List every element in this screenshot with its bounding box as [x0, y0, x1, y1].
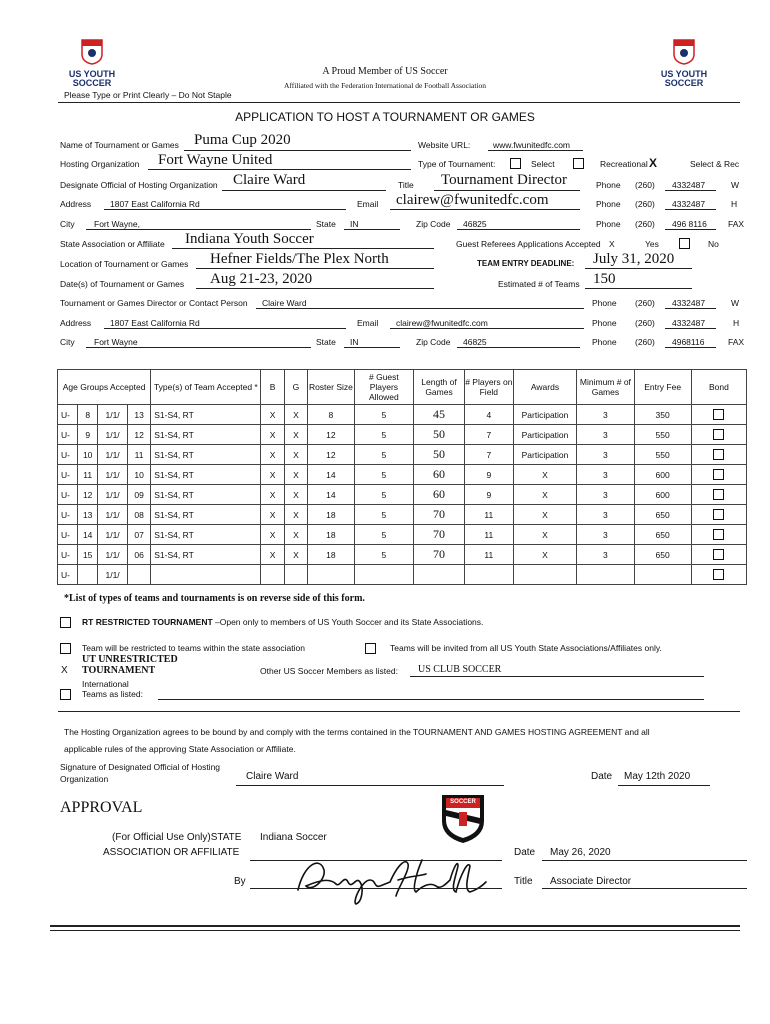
awards-cell[interactable]: X: [513, 525, 577, 545]
minimum-games-cell[interactable]: 3: [577, 405, 634, 425]
age-value-cell[interactable]: 8: [78, 405, 98, 425]
entry-fee-cell[interactable]: 350: [634, 405, 691, 425]
entry-fee-cell[interactable]: 550: [634, 425, 691, 445]
label-director: Tournament or Games Director or Contact Person: [60, 298, 248, 308]
tournament-name-value[interactable]: Puma Cup 2020: [194, 132, 291, 148]
birth-date-cell[interactable]: 1/1/: [98, 425, 128, 445]
label-zip: Zip Code: [416, 219, 451, 229]
sig-label-line2: Organization: [60, 774, 109, 784]
approval-date-label: Date: [514, 847, 536, 858]
age-prefix-cell[interactable]: U-: [58, 545, 78, 565]
label-dir-email: Email: [357, 318, 379, 328]
team-types-cell[interactable]: [151, 565, 261, 585]
birth-date-cell[interactable]: 1/1/: [98, 545, 128, 565]
label-est-teams: Estimated # of Teams: [498, 279, 580, 289]
area-code: (260): [635, 219, 655, 229]
dir-state-value[interactable]: IN: [350, 337, 359, 347]
invited-all-label: Teams will be invited from all US Youth State Associations/Affiliates only.: [390, 643, 662, 653]
birth-date-cell[interactable]: 1/1/: [98, 465, 128, 485]
entry-fee-cell[interactable]: 650: [634, 505, 691, 525]
birth-year-cell[interactable]: [127, 565, 150, 585]
boys-mark-cell[interactable]: X: [261, 485, 284, 505]
roster-size-cell[interactable]: 18: [308, 545, 355, 565]
birth-date-cell[interactable]: 1/1/: [98, 505, 128, 525]
label-email: Email: [357, 199, 379, 209]
state-value[interactable]: IN: [350, 219, 359, 229]
entry-fee-cell[interactable]: [634, 565, 691, 585]
label-w: W: [731, 298, 740, 308]
age-prefix-cell[interactable]: U-: [58, 525, 78, 545]
players-on-field-cell[interactable]: [464, 565, 513, 585]
agreement-line1: The Hosting Organization agrees to be bound by and comply with the terms contained in the TOURNAMENT AND GAMES HOSTING AGREEMENT and all: [64, 727, 650, 737]
official-use-line2: ASSOCIATION OR AFFILIATE: [103, 847, 240, 858]
logo-text-line1: US YOUTH: [660, 69, 708, 79]
approval-heading: APPROVAL: [60, 799, 143, 816]
guest-players-cell[interactable]: 5: [354, 525, 413, 545]
birth-date-cell[interactable]: 1/1/: [98, 485, 128, 505]
label-dir-state: State: [316, 337, 336, 347]
roster-size-cell[interactable]: 18: [308, 525, 355, 545]
official-name-value[interactable]: Claire Ward: [233, 172, 306, 188]
age-prefix-cell[interactable]: U-: [58, 465, 78, 485]
label-dir-address: Address: [60, 318, 92, 328]
age-value-cell[interactable]: 11: [78, 465, 98, 485]
roster-size-cell[interactable]: 14: [308, 465, 355, 485]
team-types-cell[interactable]: S1-S4, RT: [151, 505, 261, 525]
official-title-value[interactable]: Tournament Director: [441, 172, 567, 188]
label-city: City: [60, 219, 75, 229]
bond-cell: [691, 565, 746, 585]
bond-cell: [691, 405, 746, 425]
birth-year-cell[interactable]: 08: [127, 505, 150, 525]
girls-mark-cell[interactable]: X: [284, 445, 307, 465]
girls-mark-cell[interactable]: X: [284, 465, 307, 485]
table-row: [58, 425, 747, 445]
referees-yes-mark[interactable]: X: [609, 239, 615, 249]
guest-players-cell[interactable]: 5: [354, 545, 413, 565]
international-checkbox[interactable]: [60, 689, 71, 700]
label-h: H: [733, 318, 740, 328]
entry-fee-cell[interactable]: 650: [634, 545, 691, 565]
girls-mark-cell[interactable]: [284, 565, 307, 585]
form-title: APPLICATION TO HOST A TOURNAMENT OR GAMES: [235, 110, 535, 124]
table-row: [58, 505, 747, 525]
game-length-cell[interactable]: [414, 565, 465, 585]
game-length-cell[interactable]: 70: [414, 545, 465, 565]
other-members-value[interactable]: US CLUB SOCCER: [418, 664, 502, 675]
header-age-groups: Age Groups Accepted: [58, 370, 151, 405]
girls-mark-cell[interactable]: X: [284, 485, 307, 505]
zip-value[interactable]: 46825: [463, 219, 487, 229]
roster-size-cell[interactable]: [308, 565, 355, 585]
birth-year-cell[interactable]: 13: [127, 405, 150, 425]
minimum-games-cell[interactable]: 3: [577, 465, 634, 485]
address-value[interactable]: 1807 East California Rd: [110, 199, 200, 209]
member-line: A Proud Member of US Soccer: [322, 66, 448, 77]
dir-zip-value[interactable]: 46825: [463, 337, 487, 347]
roster-size-cell[interactable]: 12: [308, 445, 355, 465]
label-fax: FAX: [728, 337, 745, 347]
age-value-cell[interactable]: 12: [78, 485, 98, 505]
label-phone-fax: Phone: [596, 219, 621, 229]
table-row: [58, 405, 747, 425]
age-value-cell[interactable]: 14: [78, 525, 98, 545]
boys-mark-cell[interactable]: X: [261, 505, 284, 525]
approval-assoc-value[interactable]: Indiana Soccer: [260, 832, 327, 843]
indiana-soccer-badge: [436, 792, 490, 844]
roster-size-cell[interactable]: 18: [308, 505, 355, 525]
phone-w-value[interactable]: 4332487: [672, 180, 706, 190]
dates-value[interactable]: Aug 21-23, 2020: [210, 271, 313, 287]
bond-checkbox[interactable]: [713, 529, 724, 540]
bond-cell: [691, 445, 746, 465]
ut-line2: TOURNAMENT: [82, 665, 156, 676]
game-length-cell[interactable]: 70: [414, 505, 465, 525]
awards-cell[interactable]: Participation: [513, 445, 577, 465]
girls-mark-cell[interactable]: X: [284, 545, 307, 565]
girls-mark-cell[interactable]: X: [284, 425, 307, 445]
location-value[interactable]: Hefner Fields/The Plex North: [210, 251, 389, 267]
birth-year-cell[interactable]: 09: [127, 485, 150, 505]
header-minimum: Minimum # of Games: [577, 370, 634, 405]
birth-year-cell[interactable]: 12: [127, 425, 150, 445]
table-footnote: *List of types of teams and tournaments is on reverse side of this form.: [64, 593, 365, 604]
game-length-cell[interactable]: 60: [414, 485, 465, 505]
label-tournament-name: Name of Tournament or Games: [60, 140, 179, 150]
birth-year-cell[interactable]: 06: [127, 545, 150, 565]
table-header-row: [58, 370, 747, 405]
header-bond: Bond: [691, 370, 746, 405]
teams-listed-label: Teams as listed:: [82, 689, 143, 699]
age-prefix-cell[interactable]: U-: [58, 405, 78, 425]
awards-cell[interactable]: X: [513, 545, 577, 565]
awards-cell[interactable]: X: [513, 465, 577, 485]
boys-mark-cell[interactable]: X: [261, 425, 284, 445]
girls-mark-cell[interactable]: X: [284, 525, 307, 545]
bond-checkbox[interactable]: [713, 409, 724, 420]
players-on-field-cell[interactable]: 7: [464, 425, 513, 445]
girls-mark-cell[interactable]: X: [284, 505, 307, 525]
guest-players-cell[interactable]: [354, 565, 413, 585]
label-phone-h: Phone: [596, 199, 621, 209]
label-deadline: TEAM ENTRY DEADLINE:: [477, 259, 575, 268]
birth-date-cell[interactable]: 1/1/: [98, 445, 128, 465]
city-value[interactable]: Fort Wayne,: [94, 219, 140, 229]
logo-text-line1: US YOUTH: [68, 69, 116, 79]
minimum-games-cell[interactable]: 3: [577, 485, 634, 505]
guest-players-cell[interactable]: 5: [354, 445, 413, 465]
international-label: International: [82, 679, 129, 689]
minimum-games-cell[interactable]: 3: [577, 445, 634, 465]
bond-checkbox[interactable]: [713, 569, 724, 580]
game-length-cell[interactable]: 60: [414, 465, 465, 485]
header-roster: Roster Size: [308, 370, 355, 405]
label-state-assoc: State Association or Affiliate: [60, 239, 165, 249]
awards-cell[interactable]: Participation: [513, 425, 577, 445]
entry-fee-cell[interactable]: 650: [634, 525, 691, 545]
area-code: (260): [635, 318, 655, 328]
guest-players-cell[interactable]: 5: [354, 405, 413, 425]
header-g: G: [284, 370, 307, 405]
guest-players-cell[interactable]: 5: [354, 465, 413, 485]
approval-title-value[interactable]: Associate Director: [550, 876, 632, 887]
website-value[interactable]: www.fwunitedfc.com: [493, 140, 570, 150]
est-teams-value[interactable]: 150: [593, 271, 616, 287]
table-row: [58, 545, 747, 565]
by-label: By: [234, 876, 246, 887]
header-entry: Entry Fee: [634, 370, 691, 405]
header-guest: # Guest Players Allowed: [354, 370, 413, 405]
recreational-checkbox[interactable]: [573, 158, 584, 169]
rt-checkbox[interactable]: [60, 617, 71, 628]
guest-players-cell[interactable]: 5: [354, 425, 413, 445]
label-phone-w: Phone: [596, 180, 621, 190]
bond-cell: [691, 465, 746, 485]
boys-mark-cell[interactable]: X: [261, 445, 284, 465]
bond-checkbox[interactable]: [713, 449, 724, 460]
players-on-field-cell[interactable]: 9: [464, 485, 513, 505]
table-row: [58, 485, 747, 505]
label-dir-city: City: [60, 337, 75, 347]
age-group-table: [57, 369, 747, 585]
boys-mark-cell[interactable]: [261, 565, 284, 585]
sig-label-line1: Signature of Designated Official of Hosting: [60, 762, 221, 772]
age-value-cell[interactable]: 13: [78, 505, 98, 525]
dir-phone-h-value[interactable]: 4332487: [672, 318, 706, 328]
logo-text-line2: SOCCER: [664, 78, 704, 88]
phone-h-value[interactable]: 4332487: [672, 199, 706, 209]
roster-size-cell[interactable]: 8: [308, 405, 355, 425]
area-code: (260): [635, 298, 655, 308]
hosting-org-value[interactable]: Fort Wayne United: [158, 152, 273, 168]
approval-signature: [290, 846, 490, 908]
table-row: [58, 565, 747, 585]
age-prefix-cell[interactable]: U-: [58, 565, 78, 585]
ut-mark[interactable]: X: [61, 665, 68, 676]
boys-mark-cell[interactable]: X: [261, 545, 284, 565]
header-players: # Players on Field: [464, 370, 513, 405]
team-types-cell[interactable]: S1-S4, RT: [151, 465, 261, 485]
game-length-cell[interactable]: 45: [414, 405, 465, 425]
restricted-state-checkbox[interactable]: [60, 643, 71, 654]
age-prefix-cell[interactable]: U-: [58, 485, 78, 505]
label-type-of-tournament: Type of Tournament:: [418, 159, 496, 169]
guest-players-cell[interactable]: 5: [354, 485, 413, 505]
minimum-games-cell[interactable]: 3: [577, 545, 634, 565]
bond-checkbox[interactable]: [713, 489, 724, 500]
bond-cell: [691, 545, 746, 565]
bond-checkbox[interactable]: [713, 469, 724, 480]
label-dir-zip: Zip Code: [416, 337, 451, 347]
roster-size-cell[interactable]: 14: [308, 485, 355, 505]
birth-date-cell[interactable]: 1/1/: [98, 565, 128, 585]
entry-fee-cell[interactable]: 550: [634, 445, 691, 465]
other-members-label: Other US Soccer Members as listed:: [260, 666, 398, 676]
bond-checkbox[interactable]: [713, 509, 724, 520]
age-prefix-cell[interactable]: U-: [58, 425, 78, 445]
label-state: State: [316, 219, 336, 229]
label-dir-phone-h: Phone: [592, 318, 617, 328]
label-select-rec: Select & Rec: [690, 159, 740, 169]
table-row: [58, 525, 747, 545]
girls-mark-cell[interactable]: X: [284, 405, 307, 425]
invited-all-checkbox[interactable]: [365, 643, 376, 654]
select-rec-mark[interactable]: X: [649, 156, 658, 170]
players-on-field-cell[interactable]: 11: [464, 525, 513, 545]
area-code: (260): [635, 180, 655, 190]
roster-size-cell[interactable]: 12: [308, 425, 355, 445]
awards-cell[interactable]: [513, 565, 577, 585]
boys-mark-cell[interactable]: X: [261, 465, 284, 485]
age-value-cell[interactable]: 10: [78, 445, 98, 465]
age-value-cell[interactable]: [78, 565, 98, 585]
bond-checkbox[interactable]: [713, 549, 724, 560]
bond-cell: [691, 525, 746, 545]
label-designate-official: Designate Official of Hosting Organization: [60, 180, 218, 190]
birth-year-cell[interactable]: 11: [127, 445, 150, 465]
awards-cell[interactable]: X: [513, 505, 577, 525]
boys-mark-cell[interactable]: X: [261, 525, 284, 545]
label-location: Location of Tournament or Games: [60, 259, 189, 269]
bond-cell: [691, 485, 746, 505]
area-code: (260): [635, 337, 655, 347]
sig-value[interactable]: Claire Ward: [246, 771, 299, 782]
table-row: [58, 445, 747, 465]
dir-phone-w-value[interactable]: 4332487: [672, 298, 706, 308]
fax-value[interactable]: 496 8116: [672, 219, 707, 229]
birth-date-cell[interactable]: 1/1/: [98, 405, 128, 425]
header-length: Length of Games: [414, 370, 465, 405]
official-use-line1: (For Official Use Only)STATE: [112, 832, 242, 843]
area-code: (260): [635, 199, 655, 209]
label-guest-referees: Guest Referees Applications Accepted: [456, 239, 601, 249]
label-yes: Yes: [645, 239, 659, 249]
label-no: No: [708, 239, 719, 249]
approval-date-value[interactable]: May 26, 2020: [550, 847, 611, 858]
team-types-cell[interactable]: S1-S4, RT: [151, 425, 261, 445]
birth-year-cell[interactable]: 07: [127, 525, 150, 545]
restricted-state-label: Team will be restricted to teams within the state association: [82, 643, 305, 653]
header-b: B: [261, 370, 284, 405]
guest-players-cell[interactable]: 5: [354, 505, 413, 525]
label-dir-phone-w: Phone: [592, 298, 617, 308]
affiliation-line: Affiliated with the Federation International de Football Association: [283, 81, 487, 90]
players-on-field-cell[interactable]: 7: [464, 445, 513, 465]
team-types-cell[interactable]: S1-S4, RT: [151, 485, 261, 505]
table-row: [58, 465, 747, 485]
header-types: Type(s) of Team Accepted *: [151, 370, 261, 405]
approval-title-label: Title: [514, 876, 533, 887]
minimum-games-cell[interactable]: [577, 565, 634, 585]
logo-text-line2: SOCCER: [72, 78, 112, 88]
sig-date-label: Date: [591, 771, 613, 782]
label-h: H: [731, 199, 738, 209]
team-types-cell[interactable]: S1-S4, RT: [151, 545, 261, 565]
email-value[interactable]: clairew@fwunitedfc.com: [396, 192, 549, 208]
age-prefix-cell[interactable]: U-: [58, 505, 78, 525]
game-length-cell[interactable]: 70: [414, 525, 465, 545]
age-value-cell[interactable]: 9: [78, 425, 98, 445]
label-fax: FAX: [728, 219, 745, 229]
players-on-field-cell[interactable]: 9: [464, 465, 513, 485]
label-dir-phone-fax: Phone: [592, 337, 617, 347]
team-types-cell[interactable]: S1-S4, RT: [151, 525, 261, 545]
minimum-games-cell[interactable]: 3: [577, 425, 634, 445]
rt-line: [82, 617, 483, 627]
print-note: Please Type or Print Clearly – Do Not Staple: [64, 90, 232, 100]
boys-mark-cell[interactable]: X: [261, 405, 284, 425]
referees-no-checkbox[interactable]: [679, 238, 690, 249]
label-hosting-org: Hosting Organization: [60, 159, 140, 169]
players-on-field-cell[interactable]: 11: [464, 545, 513, 565]
sig-date-value[interactable]: May 12th 2020: [624, 771, 691, 782]
entry-fee-cell[interactable]: 600: [634, 485, 691, 505]
age-value-cell[interactable]: 15: [78, 545, 98, 565]
awards-cell[interactable]: X: [513, 485, 577, 505]
label-w: W: [731, 180, 740, 190]
age-prefix-cell[interactable]: U-: [58, 445, 78, 465]
rt-bold: RT RESTRICTED TOURNAMENT: [82, 617, 213, 627]
label-dates: Date(s) of Tournament or Games: [60, 279, 185, 289]
bond-cell: [691, 505, 746, 525]
dir-fax-value[interactable]: 4968116: [672, 337, 705, 347]
label-select: Select: [531, 159, 555, 169]
select-checkbox[interactable]: [510, 158, 521, 169]
players-on-field-cell[interactable]: 11: [464, 505, 513, 525]
director-value[interactable]: Claire Ward: [262, 298, 307, 308]
label-recreational: Recreational: [600, 159, 648, 169]
header-awards: Awards: [513, 370, 577, 405]
team-types-cell[interactable]: S1-S4, RT: [151, 445, 261, 465]
dir-email-value[interactable]: clairew@fwunitedfc.com: [396, 318, 488, 328]
label-title: Title: [398, 180, 414, 190]
badge-text: SOCCER: [450, 799, 476, 805]
label-website: Website URL:: [418, 140, 471, 150]
dir-city-value[interactable]: Fort Wayne: [94, 337, 138, 347]
team-types-cell[interactable]: S1-S4, RT: [151, 405, 261, 425]
players-on-field-cell[interactable]: 4: [464, 405, 513, 425]
awards-cell[interactable]: Participation: [513, 405, 577, 425]
state-assoc-value[interactable]: Indiana Youth Soccer: [185, 231, 314, 247]
ut-line1: UT UNRESTRICTED: [82, 654, 178, 665]
agreement-line2: applicable rules of the approving State Association or Affiliate.: [64, 744, 296, 754]
deadline-value[interactable]: July 31, 2020: [593, 251, 675, 267]
minimum-games-cell[interactable]: 3: [577, 525, 634, 545]
bond-checkbox[interactable]: [713, 429, 724, 440]
entry-fee-cell[interactable]: 600: [634, 465, 691, 485]
dir-address-value[interactable]: 1807 East California Rd: [110, 318, 200, 328]
bond-cell: [691, 425, 746, 445]
birth-date-cell[interactable]: 1/1/: [98, 525, 128, 545]
minimum-games-cell[interactable]: 3: [577, 505, 634, 525]
birth-year-cell[interactable]: 10: [127, 465, 150, 485]
game-length-cell[interactable]: 50: [414, 445, 465, 465]
rt-text: –Open only to members of US Youth Soccer and its State Associations.: [212, 617, 484, 627]
label-address: Address: [60, 199, 92, 209]
game-length-cell[interactable]: 50: [414, 425, 465, 445]
